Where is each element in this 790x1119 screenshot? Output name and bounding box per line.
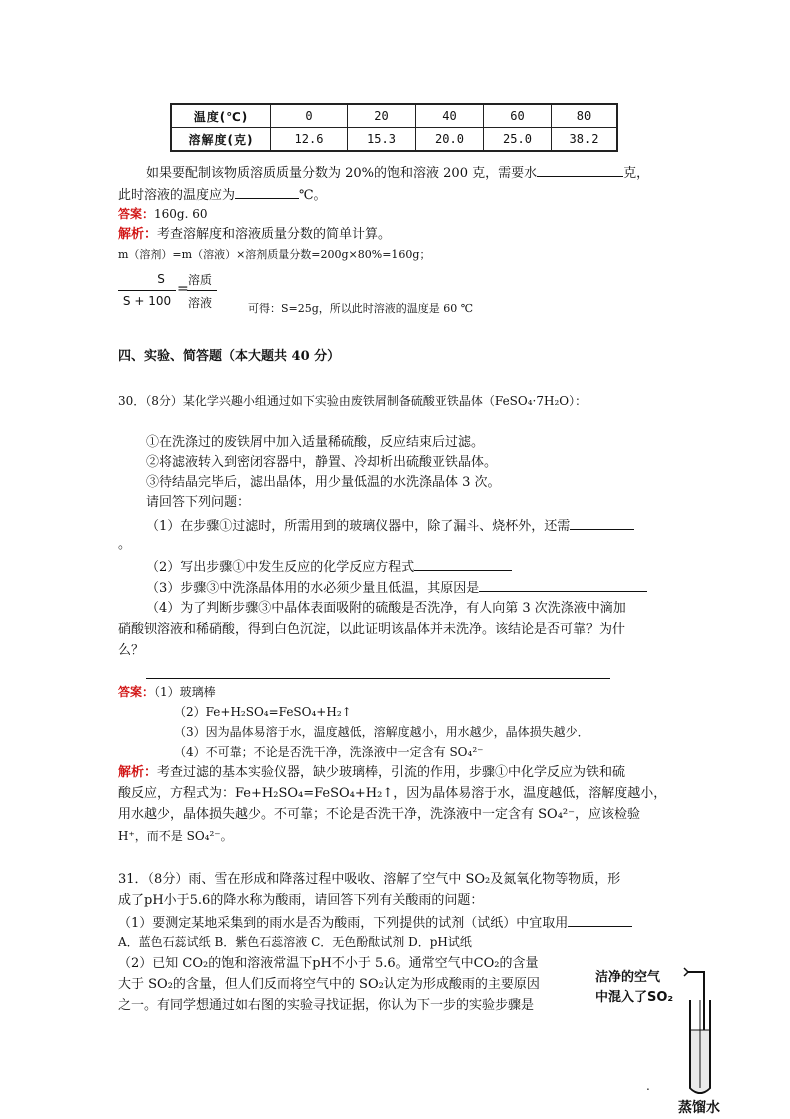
analysis-label: 解析： bbox=[118, 765, 158, 780]
answer-blank bbox=[537, 163, 623, 177]
table-cell: 60 bbox=[484, 104, 552, 128]
table-cell: 15.3 bbox=[348, 128, 416, 152]
table-cell: 38.2 bbox=[552, 128, 618, 152]
table-cell: 25.0 bbox=[484, 128, 552, 152]
q31-options: A．蓝色石蕊试纸 B．紫色石蕊溶液 C．无色酚酞试剂 D．pH试纸 bbox=[118, 935, 472, 949]
q31-sub1: （1）要测定某地采集到的雨水是否为酸雨，下列提供的试剂（试纸）中宜取用 bbox=[118, 913, 632, 933]
table-cell: 40 bbox=[416, 104, 484, 128]
table-cell: 20.0 bbox=[416, 128, 484, 152]
table-cell: 20 bbox=[348, 104, 416, 128]
q29-line1: 如果要配制该物质溶质质量分数为 20%的饱和溶液 200 克，需要水 克， bbox=[146, 163, 649, 183]
q29-line2: 此时溶液的温度应为 ℃。 bbox=[118, 185, 327, 205]
q30-step2: ②将滤液转入到密闭容器中，静置、冷却析出硫酸亚铁晶体。 bbox=[146, 455, 498, 470]
answer-blank bbox=[568, 913, 632, 927]
page-dot: . bbox=[646, 1079, 650, 1093]
q30-answer: 答案：（1）玻璃棒 bbox=[118, 685, 216, 699]
q30-sub3: （3）步骤③中洗涤晶体用的水必须少量且低温，其原因是 bbox=[146, 578, 647, 598]
q30-step3: ③待结晶完毕后，滤出晶体，用少量低温的水洗涤晶体 3 次。 bbox=[146, 475, 501, 490]
answer-blank bbox=[235, 185, 299, 199]
q30-stem: 30．（8分）某化学兴趣小组通过如下实验由废铁屑制备硫酸亚铁晶体（FeSO₄·7H₂O）： bbox=[118, 394, 588, 408]
fraction-bar bbox=[187, 290, 217, 291]
table-cell: 溶解度(克) bbox=[171, 128, 271, 152]
answer-blank bbox=[414, 557, 512, 571]
q30-sub4: （4）为了判断步骤③中晶体表面吸附的硫酸是否洗净，有人向第 3 次洗涤液中滴加 bbox=[146, 601, 626, 616]
q30-step1: ①在洗涤过的废铁屑中加入适量稀硫酸，反应结束后过滤。 bbox=[146, 435, 485, 450]
answer-label: 答案： bbox=[118, 207, 155, 221]
q29-calc: m（溶剂）=m（溶液）×溶剂质量分数=200g×80%=160g； bbox=[118, 248, 431, 261]
table-row bbox=[171, 104, 617, 128]
answer-blank bbox=[479, 578, 647, 592]
figure-label-water: 蒸馏水 bbox=[678, 1100, 720, 1116]
answer-line bbox=[146, 678, 610, 679]
table-cell: 12.6 bbox=[271, 128, 348, 152]
q29-answer: 答案：160g. 60 bbox=[118, 207, 208, 221]
figure-label-so2: 中混入了SO₂ bbox=[595, 990, 674, 1005]
q30-sub2: （2）写出步骤①中发生反应的化学反应方程式 bbox=[146, 557, 512, 577]
table-cell: 温度(℃) bbox=[171, 104, 271, 128]
arrow-icon bbox=[684, 968, 688, 976]
answer-blank bbox=[570, 516, 634, 530]
test-tube-diagram bbox=[660, 960, 770, 1100]
analysis-label: 解析： bbox=[118, 227, 158, 242]
table-cell: 80 bbox=[552, 104, 618, 128]
q30-analysis: 解析：考查过滤的基本实验仪器，缺少玻璃棒，引流的作用，步骤①中化学反应为铁和硫 bbox=[118, 765, 626, 780]
table-row bbox=[171, 128, 617, 152]
figure-label-air: 洁净的空气 bbox=[595, 970, 661, 985]
section-title: 四、实验、简答题（本大题共 40 分） bbox=[118, 349, 341, 364]
fraction-bar bbox=[118, 290, 176, 291]
q31-line1: 31．（8分）雨、雪在形成和降落过程中吸收、溶解了空气中 SO₂及氮氧化物等物质，形 bbox=[118, 872, 621, 887]
q30-prompt: 请回答下列问题： bbox=[146, 495, 251, 510]
q30-sub1: （1）在步骤①过滤时，所需用到的玻璃仪器中，除了漏斗、烧杯外，还需 bbox=[146, 516, 634, 536]
table-cell: 0 bbox=[271, 104, 348, 128]
answer-label: 答案： bbox=[118, 685, 155, 699]
q29-analysis: 解析：考查溶解度和溶液质量分数的简单计算。 bbox=[118, 227, 392, 242]
solubility-table bbox=[170, 103, 618, 152]
